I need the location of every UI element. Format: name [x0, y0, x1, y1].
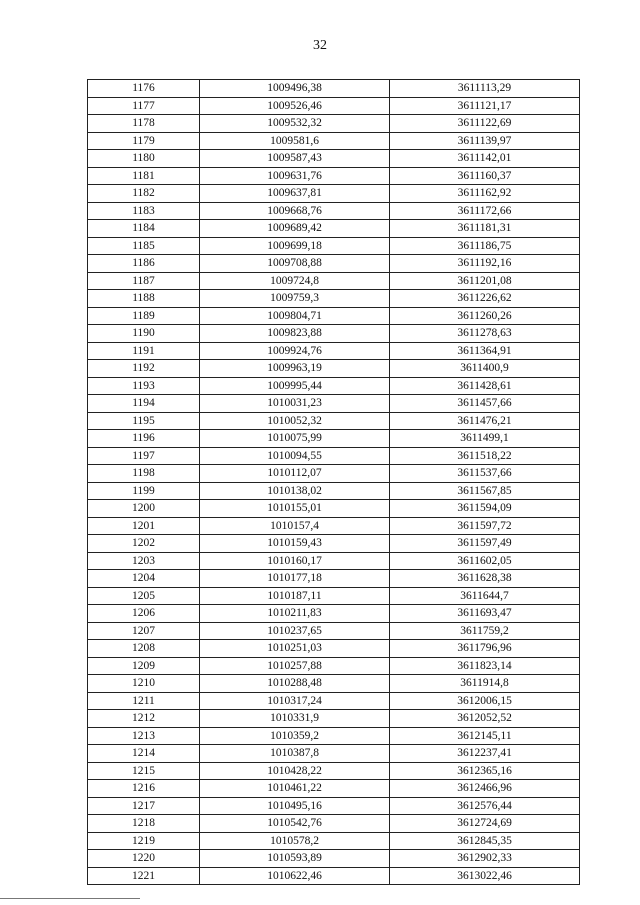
- y-coordinate-cell: 3611139,97: [390, 132, 580, 150]
- x-coordinate-cell: 1010237,65: [200, 622, 390, 640]
- coordinates-table-body: [88, 80, 580, 885]
- x-coordinate-cell: 1009699,18: [200, 237, 390, 255]
- table-row: [88, 850, 580, 868]
- y-coordinate-cell: 3611201,08: [390, 272, 580, 290]
- point-number-cell: 1207: [88, 622, 200, 640]
- y-coordinate-cell: 3612576,44: [390, 797, 580, 815]
- y-coordinate-cell: 3611518,22: [390, 447, 580, 465]
- table-row: [88, 430, 580, 448]
- y-coordinate-cell: 3611594,09: [390, 500, 580, 518]
- table-row: [88, 220, 580, 238]
- point-number-cell: 1193: [88, 377, 200, 395]
- point-number-cell: 1220: [88, 850, 200, 868]
- x-coordinate-cell: 1009581,6: [200, 132, 390, 150]
- x-coordinate-cell: 1010159,43: [200, 535, 390, 553]
- y-coordinate-cell: 3612466,96: [390, 780, 580, 798]
- table-row: [88, 255, 580, 273]
- x-coordinate-cell: 1009963,19: [200, 360, 390, 378]
- table-row: [88, 867, 580, 885]
- table-row: [88, 447, 580, 465]
- y-coordinate-cell: 3611400,9: [390, 360, 580, 378]
- point-number-cell: 1209: [88, 657, 200, 675]
- table-row: [88, 377, 580, 395]
- x-coordinate-cell: 1010177,18: [200, 570, 390, 588]
- y-coordinate-cell: 3612006,15: [390, 692, 580, 710]
- y-coordinate-cell: 3611364,91: [390, 342, 580, 360]
- point-number-cell: 1180: [88, 150, 200, 168]
- y-coordinate-cell: 3611457,66: [390, 395, 580, 413]
- x-coordinate-cell: 1009587,43: [200, 150, 390, 168]
- point-number-cell: 1191: [88, 342, 200, 360]
- point-number-cell: 1178: [88, 115, 200, 133]
- table-row: [88, 325, 580, 343]
- point-number-cell: 1221: [88, 867, 200, 885]
- y-coordinate-cell: 3611160,37: [390, 167, 580, 185]
- x-coordinate-cell: 1010542,76: [200, 815, 390, 833]
- page-number: 32: [313, 38, 327, 53]
- x-coordinate-cell: 1010387,8: [200, 745, 390, 763]
- y-coordinate-cell: 3611597,49: [390, 535, 580, 553]
- table-row: [88, 342, 580, 360]
- y-coordinate-cell: 3611602,05: [390, 552, 580, 570]
- point-number-cell: 1196: [88, 430, 200, 448]
- point-number-cell: 1217: [88, 797, 200, 815]
- x-coordinate-cell: 1009668,76: [200, 202, 390, 220]
- point-number-cell: 1182: [88, 185, 200, 203]
- y-coordinate-cell: 3611644,7: [390, 587, 580, 605]
- x-coordinate-cell: 1010031,23: [200, 395, 390, 413]
- table-row: [88, 535, 580, 553]
- x-coordinate-cell: 1010052,32: [200, 412, 390, 430]
- table-row: [88, 150, 580, 168]
- x-coordinate-cell: 1009532,32: [200, 115, 390, 133]
- x-coordinate-cell: 1010211,83: [200, 605, 390, 623]
- table-row: [88, 657, 580, 675]
- x-coordinate-cell: 1009637,81: [200, 185, 390, 203]
- point-number-cell: 1210: [88, 675, 200, 693]
- y-coordinate-cell: 3611597,72: [390, 517, 580, 535]
- table-row: [88, 465, 580, 483]
- point-number-cell: 1200: [88, 500, 200, 518]
- y-coordinate-cell: 3611499,1: [390, 430, 580, 448]
- y-coordinate-cell: 3611142,01: [390, 150, 580, 168]
- x-coordinate-cell: 1009496,38: [200, 80, 390, 98]
- point-number-cell: 1189: [88, 307, 200, 325]
- point-number-cell: 1192: [88, 360, 200, 378]
- table-row: [88, 622, 580, 640]
- table-row: [88, 570, 580, 588]
- point-number-cell: 1185: [88, 237, 200, 255]
- y-coordinate-cell: 3612237,41: [390, 745, 580, 763]
- point-number-cell: 1202: [88, 535, 200, 553]
- x-coordinate-cell: 1010160,17: [200, 552, 390, 570]
- x-coordinate-cell: 1009631,76: [200, 167, 390, 185]
- table-row: [88, 587, 580, 605]
- table-row: [88, 307, 580, 325]
- x-coordinate-cell: 1010317,24: [200, 692, 390, 710]
- x-coordinate-cell: 1010428,22: [200, 762, 390, 780]
- point-number-cell: 1206: [88, 605, 200, 623]
- x-coordinate-cell: 1010622,46: [200, 867, 390, 885]
- y-coordinate-cell: 3611759,2: [390, 622, 580, 640]
- point-number-cell: 1216: [88, 780, 200, 798]
- table-row: [88, 605, 580, 623]
- x-coordinate-cell: 1010075,99: [200, 430, 390, 448]
- point-number-cell: 1177: [88, 97, 200, 115]
- y-coordinate-cell: 3612145,11: [390, 727, 580, 745]
- x-coordinate-cell: 1010138,02: [200, 482, 390, 500]
- point-number-cell: 1188: [88, 290, 200, 308]
- x-coordinate-cell: 1009526,46: [200, 97, 390, 115]
- point-number-cell: 1212: [88, 710, 200, 728]
- table-row: [88, 710, 580, 728]
- y-coordinate-cell: 3611186,75: [390, 237, 580, 255]
- table-row: [88, 815, 580, 833]
- y-coordinate-cell: 3611914,8: [390, 675, 580, 693]
- y-coordinate-cell: 3611121,17: [390, 97, 580, 115]
- y-coordinate-cell: 3611796,96: [390, 640, 580, 658]
- x-coordinate-cell: 1010257,88: [200, 657, 390, 675]
- x-coordinate-cell: 1010331,9: [200, 710, 390, 728]
- y-coordinate-cell: 3613022,46: [390, 867, 580, 885]
- point-number-cell: 1176: [88, 80, 200, 98]
- y-coordinate-cell: 3611260,26: [390, 307, 580, 325]
- table-row: [88, 517, 580, 535]
- table-row: [88, 237, 580, 255]
- table-row: [88, 832, 580, 850]
- y-coordinate-cell: 3611181,31: [390, 220, 580, 238]
- x-coordinate-cell: 1010359,2: [200, 727, 390, 745]
- table-row: [88, 500, 580, 518]
- table-row: [88, 640, 580, 658]
- point-number-cell: 1205: [88, 587, 200, 605]
- point-number-cell: 1195: [88, 412, 200, 430]
- table-row: [88, 167, 580, 185]
- x-coordinate-cell: 1009724,8: [200, 272, 390, 290]
- y-coordinate-cell: 3611162,92: [390, 185, 580, 203]
- x-coordinate-cell: 1010461,22: [200, 780, 390, 798]
- point-number-cell: 1190: [88, 325, 200, 343]
- y-coordinate-cell: 3611476,21: [390, 412, 580, 430]
- table-row: [88, 797, 580, 815]
- x-coordinate-cell: 1010094,55: [200, 447, 390, 465]
- point-number-cell: 1218: [88, 815, 200, 833]
- point-number-cell: 1199: [88, 482, 200, 500]
- x-coordinate-cell: 1010495,16: [200, 797, 390, 815]
- y-coordinate-cell: 3611172,66: [390, 202, 580, 220]
- table-row: [88, 482, 580, 500]
- table-row: [88, 412, 580, 430]
- table-row: [88, 395, 580, 413]
- point-number-cell: 1213: [88, 727, 200, 745]
- point-number-cell: 1201: [88, 517, 200, 535]
- table-row: [88, 272, 580, 290]
- x-coordinate-cell: 1009708,88: [200, 255, 390, 273]
- x-coordinate-cell: 1010112,07: [200, 465, 390, 483]
- y-coordinate-cell: 3611192,16: [390, 255, 580, 273]
- y-coordinate-cell: 3611226,62: [390, 290, 580, 308]
- y-coordinate-cell: 3611113,29: [390, 80, 580, 98]
- table-row: [88, 360, 580, 378]
- y-coordinate-cell: 3611537,66: [390, 465, 580, 483]
- x-coordinate-cell: 1009759,3: [200, 290, 390, 308]
- y-coordinate-cell: 3612365,16: [390, 762, 580, 780]
- table-row: [88, 692, 580, 710]
- point-number-cell: 1194: [88, 395, 200, 413]
- point-number-cell: 1219: [88, 832, 200, 850]
- point-number-cell: 1179: [88, 132, 200, 150]
- table-row: [88, 80, 580, 98]
- coordinates-table: [87, 79, 580, 885]
- x-coordinate-cell: 1010187,11: [200, 587, 390, 605]
- point-number-cell: 1198: [88, 465, 200, 483]
- x-coordinate-cell: 1009995,44: [200, 377, 390, 395]
- point-number-cell: 1215: [88, 762, 200, 780]
- x-coordinate-cell: 1009689,42: [200, 220, 390, 238]
- point-number-cell: 1186: [88, 255, 200, 273]
- x-coordinate-cell: 1010593,89: [200, 850, 390, 868]
- x-coordinate-cell: 1009924,76: [200, 342, 390, 360]
- x-coordinate-cell: 1009823,88: [200, 325, 390, 343]
- x-coordinate-cell: 1010157,4: [200, 517, 390, 535]
- table-row: [88, 552, 580, 570]
- y-coordinate-cell: 3612724,69: [390, 815, 580, 833]
- y-coordinate-cell: 3611823,14: [390, 657, 580, 675]
- point-number-cell: 1184: [88, 220, 200, 238]
- table-row: [88, 780, 580, 798]
- point-number-cell: 1203: [88, 552, 200, 570]
- y-coordinate-cell: 3611428,61: [390, 377, 580, 395]
- table-row: [88, 762, 580, 780]
- table-row: [88, 202, 580, 220]
- y-coordinate-cell: 3611628,38: [390, 570, 580, 588]
- y-coordinate-cell: 3611567,85: [390, 482, 580, 500]
- table-row: [88, 675, 580, 693]
- table-row: [88, 745, 580, 763]
- table-row: [88, 185, 580, 203]
- table-row: [88, 132, 580, 150]
- point-number-cell: 1183: [88, 202, 200, 220]
- point-number-cell: 1211: [88, 692, 200, 710]
- x-coordinate-cell: 1010155,01: [200, 500, 390, 518]
- point-number-cell: 1181: [88, 167, 200, 185]
- point-number-cell: 1187: [88, 272, 200, 290]
- point-number-cell: 1197: [88, 447, 200, 465]
- table-row: [88, 727, 580, 745]
- y-coordinate-cell: 3612845,35: [390, 832, 580, 850]
- y-coordinate-cell: 3611122,69: [390, 115, 580, 133]
- footer-divider: [0, 898, 140, 899]
- point-number-cell: 1214: [88, 745, 200, 763]
- x-coordinate-cell: 1010288,48: [200, 675, 390, 693]
- x-coordinate-cell: 1010578,2: [200, 832, 390, 850]
- x-coordinate-cell: 1009804,71: [200, 307, 390, 325]
- table-row: [88, 97, 580, 115]
- y-coordinate-cell: 3612052,52: [390, 710, 580, 728]
- point-number-cell: 1208: [88, 640, 200, 658]
- y-coordinate-cell: 3611278,63: [390, 325, 580, 343]
- y-coordinate-cell: 3612902,33: [390, 850, 580, 868]
- point-number-cell: 1204: [88, 570, 200, 588]
- table-row: [88, 115, 580, 133]
- table-row: [88, 290, 580, 308]
- x-coordinate-cell: 1010251,03: [200, 640, 390, 658]
- y-coordinate-cell: 3611693,47: [390, 605, 580, 623]
